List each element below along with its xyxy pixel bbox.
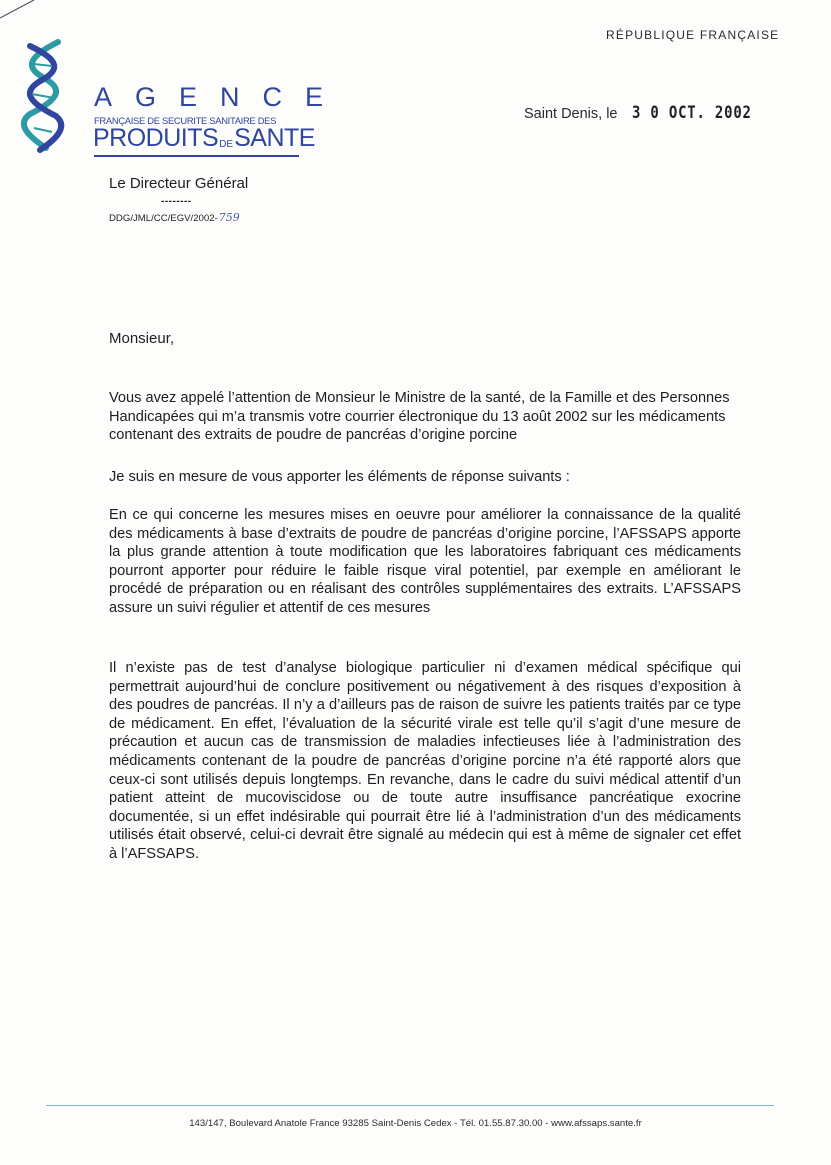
logo-de: DE xyxy=(219,139,234,150)
paragraph: Vous avez appelé l’attention de Monsieur le Ministre de la santé, de la Famille et des Personnes Handicapées qui m’a transmis votre courrier électronique du 13 août 2002 sur les médicaments contenant des extraits de poudre de pancréas d’origine porcine xyxy=(109,390,730,444)
logo-produits-de-sante xyxy=(93,126,315,151)
logo-subtitle: FRANÇAISE DE SECURITE SANITAIRE DES xyxy=(94,115,277,126)
paragraph: Je suis en mesure de vous apporter les éléments de réponse suivants : xyxy=(109,469,570,485)
footer-address xyxy=(0,1118,831,1129)
scan-mark xyxy=(0,0,40,20)
paragraph: En ce qui concerne les mesures mises en oeuvre pour améliorer la connaissance de la qualité des médicaments à base d’extraits de poudre de pancréas d’origine porcine, l’AFSSAPS apporte la plus grande attention à toute modification que les laboratoires fabriquant ces médicaments pourront apporter pour réduire le faible risque viral potentiel, par exemple en améliorant le procédé de préparation ou en réalisant des contrôles supplémentaires des extraits. L’AFSSAPS assure un suivi régulier et attentif de ces mesures xyxy=(109,507,741,616)
date-line xyxy=(524,103,778,123)
paragraph: Il n’existe pas de test d’analyse biologique particulier ni d’examen médical spécifique qui permettrait aujourd’hui de conclure positivement ou négativement à des risques d’exposition à des poudres de pancréas. Il n’y a d’ailleurs pas de raison de suivre les patients traités par ce type de médicament. En effet, l’évaluation de la sécurité virale est telle qu’il s’agit d’une mesure de précaution et aucun cas de transmission de maladies infectieuses liée à l’administration des médicaments contenant de la poudre de pancréas d’origine porcine n’a été rapporté alors que ceux-ci sont utilisés depuis longtemps. En revanche, dans le cadre du suivi médical attentif d’un patient atteint de mucoviscidose ou de toute autre insuffisance pancréatique exocrine documentée, si un effet indésirable qui pourrait être lié à l’administration d’un des médicaments utilisés était observé, celui-ci devrait être signalé au médecin qui est à même de signaler cet effet à l’AFSSAPS. xyxy=(109,660,741,862)
logo-produits: PRODUITS xyxy=(93,124,219,152)
date-stamp: 3 0 OCT. 2002 xyxy=(631,103,752,123)
footer-divider xyxy=(46,1105,774,1106)
place-label: Saint Denis, le xyxy=(524,106,618,122)
logo-underline xyxy=(94,155,299,157)
separator-dashes: -------- xyxy=(161,196,192,207)
footer-address-text: 143/147, Boulevard Anatole France 93285 Saint-Denis Cedex - Tél. 01.55.87.30.00 - www.afssaps.sante.fr xyxy=(189,1118,642,1129)
reference-number xyxy=(109,211,240,224)
sender-title: Le Directeur Général xyxy=(109,175,249,192)
salutation: Monsieur, xyxy=(109,330,175,347)
reference-code: DDG/JML/CC/EGV/2002- xyxy=(109,213,218,224)
agency-logo xyxy=(20,36,347,156)
country-header: RÉPUBLIQUE FRANÇAISE xyxy=(606,28,780,42)
logo-sante: SANTE xyxy=(234,124,315,152)
dna-helix-icon xyxy=(20,36,80,156)
logo-agence: AGENCE xyxy=(94,82,347,112)
reference-handwritten: 759 xyxy=(218,211,240,224)
